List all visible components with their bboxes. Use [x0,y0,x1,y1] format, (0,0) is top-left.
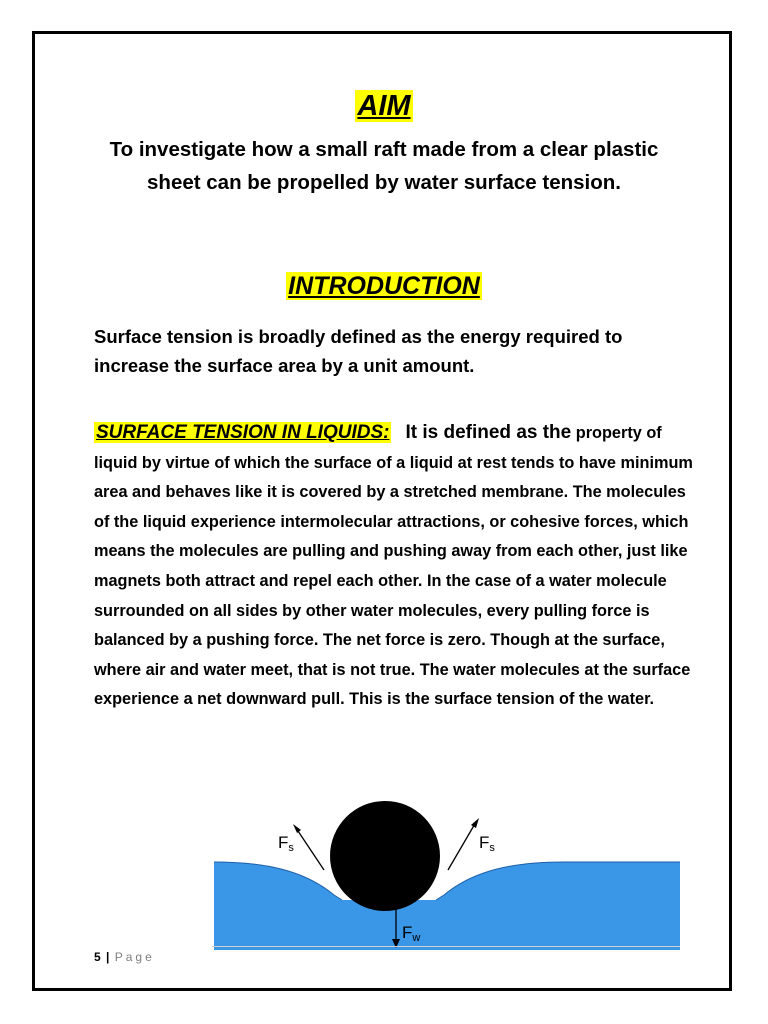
label-fs-left: Fs [278,833,294,854]
footer-separator: | [101,950,115,964]
page-word: Page [114,950,155,964]
water-body [214,862,680,950]
aim-heading [0,90,768,123]
surface-tension-body: property of liquid by virtue of which the surface of a liquid at rest tends to have minimum area and behaves like it is covered by a stretched membrane. The molecules of the liquid experience intermolecular attractions, or cohesive forces, which means the molecules are pulling and pushing away from each other, just like magnets both attract and repel each other. In the case of a water molecule surrounded on all sides by other water molecules, every pulling force is balanced by a pushing force. The net force is zero. Though at the surface, where air and water meet, that is not true. The water molecules at the surface experience a net downward pull. This is the surface tension of the water. [94,424,693,709]
arrowhead-left [293,824,301,833]
surface-tension-lead: It is defined as the [405,422,572,443]
introduction-heading-text: INTRODUCTION [288,272,480,300]
sphere [330,801,440,911]
page-number: 5 [94,950,102,964]
label-fs-right: Fs [479,833,495,854]
label-fw: Fw [402,923,421,944]
arrow-right [448,822,476,870]
introduction-heading [0,272,768,301]
surface-tension-section [94,418,694,715]
page-footer [94,950,155,964]
arrow-left [296,828,324,870]
surface-tension-heading: SURFACE TENSION IN LIQUIDS: [96,422,390,443]
aim-heading-text: AIM [357,90,411,122]
surface-tension-diagram [214,800,684,950]
footer-divider [212,946,680,947]
aim-text: To investigate how a small raft made from a clear plastic sheet can be propelled by water surface tension. [109,138,659,194]
arrowhead-right [471,818,479,828]
introduction-text: Surface tension is broadly defined as the energy required to increase the surface area by a unit amount. [94,326,623,376]
